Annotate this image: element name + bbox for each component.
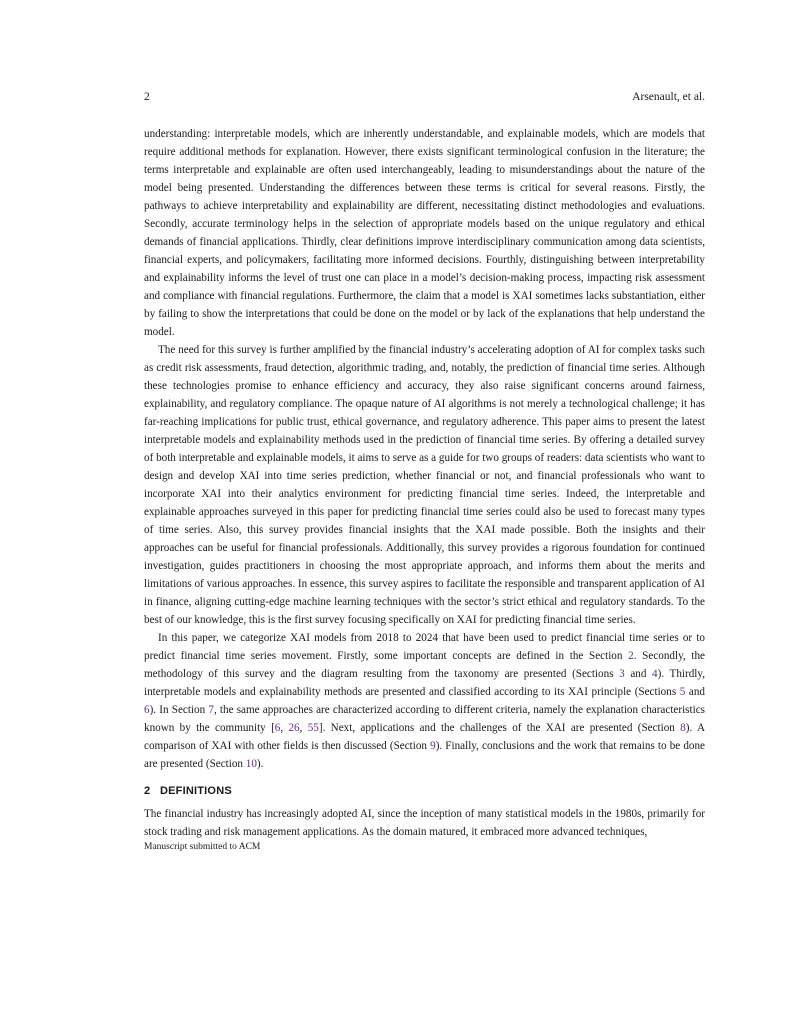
- section-ref-5[interactable]: 5: [679, 686, 686, 698]
- section-heading: [144, 783, 705, 799]
- section-ref-10[interactable]: 10: [245, 758, 257, 770]
- footer-note: Manuscript submitted to ACM: [144, 842, 261, 852]
- section-ref-3[interactable]: 3: [619, 668, 625, 680]
- paragraph-1: understanding: interpretable models, which are inherently understandable, and explainable models, which are models that require additional methods for explanation. However, there exists significant terminological confusion in the literature; the terms interpretable and explainable are often used interchangeably, leading to misunderstandings about the nature of the model being presented. Understanding the differences between these terms is critical for several reasons. Firstly, the pathways to achieve interpretability and explainability are different, necessitating distinct methodologies and evaluations. Secondly, accurate terminology helps in the selection of appropriate models based on the unique regulatory and ethical demands of financial applications. Thirdly, clear definitions improve interdisciplinary communication among data scientists, financial experts, and policymakers, facilitating more informed decisions. Fourthly, distinguishing between interpretability and explainability informs the level of trust one can place in a model’s decision-making process, impacting risk assessment and compliance with financial regulations. Furthermore, the claim that a model is XAI sometimes lacks substantiation, either by failing to show the interpretations that could be done on the model or by lack of the explanations that help understand the model.: [144, 128, 705, 338]
- paragraph-3: In this paper, we categorize XAI models from 2018 to 2024 that have been used to predict financial time series or to predict financial time series movement. Firstly, some important concepts are defined in the Section 2. Secondly, the methodology of this survey and the diagram resulting from the taxonomy are presented (Sections 3 and 4). Thirdly, interpretable models and explainability methods are presented and classified according to its XAI principle (Sections 5 and 6). In Section 7, the same approaches are characterized according to different criteria, namely the explanation characteristics known by the community [6, 26, 55]. Next, applications and the challenges of the XAI are presented (Section 8). A comparison of XAI with other fields is then discussed (Section 9). Finally, conclusions and the work that remains to be done are presented (Section 10).: [144, 632, 706, 770]
- paragraph-4: The financial industry has increasingly adopted AI, since the inception of many statistical models in the 1980s, primarily for stock trading and risk management applications. As the domain matured, it embraced more advanced techniques,: [144, 808, 705, 838]
- page-header: [144, 91, 705, 107]
- section-number: 2: [144, 785, 151, 797]
- section-ref-8[interactable]: 8: [680, 722, 686, 734]
- page-body: [144, 125, 705, 853]
- section-ref-2[interactable]: 2: [628, 650, 634, 662]
- running-head: Arsenault, et al.: [632, 91, 705, 103]
- section-ref-9[interactable]: 9: [430, 740, 436, 752]
- citation-ref-26[interactable]: 26: [288, 722, 300, 734]
- citation-ref-55[interactable]: 55: [307, 722, 319, 734]
- section-ref-6[interactable]: 6: [144, 704, 150, 716]
- page-number: 2: [144, 91, 150, 103]
- section-title: DEFINITIONS: [160, 785, 232, 797]
- citation-ref-6[interactable]: 6: [274, 722, 281, 734]
- section-ref-4[interactable]: 4: [652, 668, 658, 680]
- section-ref-7[interactable]: 7: [208, 704, 214, 716]
- paragraph-2: The need for this survey is further amplified by the financial industry’s accelerating adoption of AI for complex tasks such as credit risk assessments, fraud detection, algorithmic trading, and, notably, the prediction of financial time series. Although these technologies promise to enhance efficiency and accuracy, they also raise significant concerns around fairness, explainability, and regulatory compliance. The opaque nature of AI algorithms is not merely a technological challenge; it has far-reaching implications for public trust, ethical governance, and regulatory adherence. This paper aims to present the latest interpretable models and explainability methods used in the prediction of financial time series. By offering a detailed survey of both interpretable and explainable models, it aims to serve as a guide for two groups of readers: data scientists who want to design and develop XAI into time series prediction, whether financial or not, and financial professionals who want to incorporate XAI into their analytics environment for predicting financial time series. Indeed, the interpretable and explainable approaches surveyed in this paper for predicting financial time series could also be used to forecast many types of time series. Also, this survey provides financial insights that the XAI made possible. Both the insights and their approaches can be useful for financial professionals. Additionally, this survey provides a rigorous foundation for continued investigation, guides practitioners in choosing the most appropriate approach, and informs them about the merits and limitations of various approaches. In essence, this survey aspires to facilitate the responsible and transparent application of AI in finance, aligning cutting-edge machine learning techniques with the sector’s strict ethical and regulatory standards. To the best of our knowledge, this is the first survey focusing specifically on XAI for predicting financial time series.: [144, 344, 705, 626]
